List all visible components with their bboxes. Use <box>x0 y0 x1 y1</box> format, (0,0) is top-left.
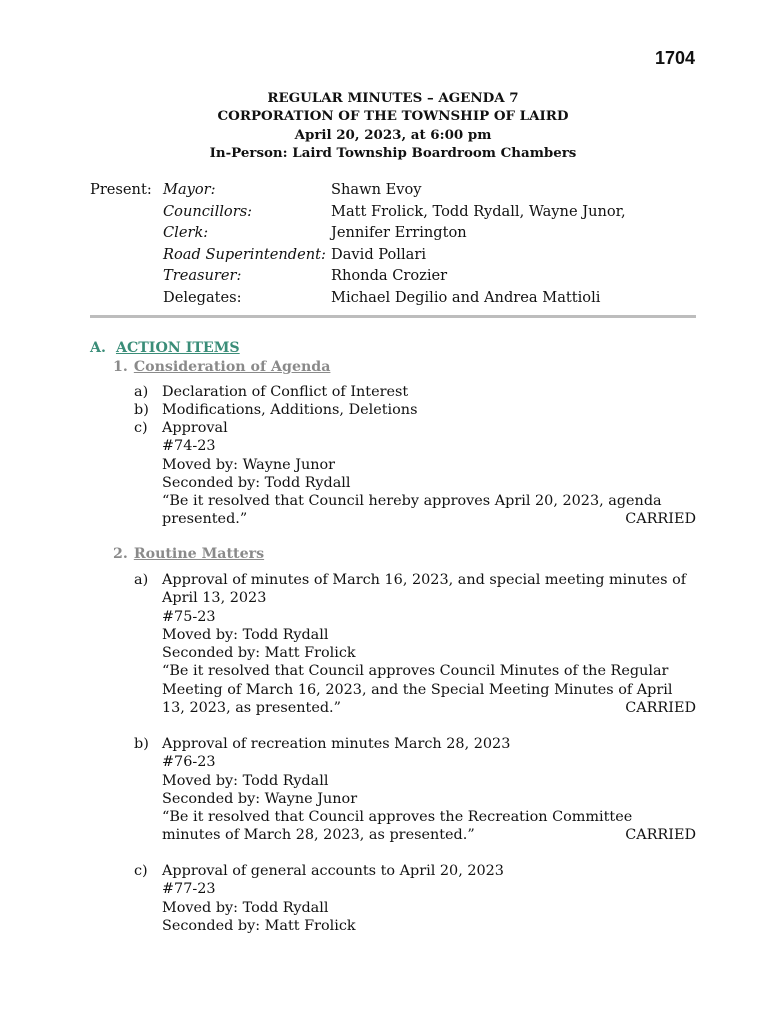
moved-by: Moved by: Todd Rydall <box>162 626 329 643</box>
resolution-text: “Be it resolved that Council approves the Recreation Committee <box>162 809 633 826</box>
motion-number: #77-23 <box>162 881 216 898</box>
attendance-role: Councillors: <box>163 202 253 220</box>
section-marker: A. <box>90 340 106 356</box>
subheading-marker: 2. <box>113 546 128 562</box>
item-marker: c) <box>134 420 148 436</box>
attendance-role: Delegates: <box>163 288 242 306</box>
subheading-routine-matters <box>113 546 264 562</box>
resolution-end: minutes of March 28, 2023, as presented.” <box>162 827 475 844</box>
carried-status: CARRIED <box>625 827 696 844</box>
moved-by: Moved by: Todd Rydall <box>162 772 329 789</box>
item-line: Approval of general accounts to April 20, 2023 <box>162 863 504 879</box>
attendance-role: Road Superintendent: <box>163 245 326 263</box>
item-text: Modifications, Additions, Deletions <box>162 402 418 418</box>
moved-by: Moved by: Todd Rydall <box>162 899 329 916</box>
attendance-name: Rhonda Crozier <box>331 267 448 284</box>
carried-status: CARRIED <box>625 511 696 528</box>
resolution-end: 13, 2023, as presented.” <box>162 700 341 717</box>
motion-number: #76-23 <box>162 754 216 771</box>
header-date: April 20, 2023, at 6:00 pm <box>294 126 492 143</box>
resolution-text <box>162 826 696 844</box>
item-line: Approval <box>162 420 228 436</box>
seconded-by: Seconded by: Matt Frolick <box>162 645 356 662</box>
attendance-name: Jennifer Errington <box>331 224 467 241</box>
item-line: Approval of recreation minutes March 28, 2023 <box>162 736 511 752</box>
subheading-title: Consideration of Agenda <box>133 359 331 375</box>
attendance-role: Treasurer: <box>163 267 242 284</box>
present-label: Present: <box>90 181 152 198</box>
attendance-name: Michael Degilio and Andrea Mattioli <box>331 288 601 306</box>
item-marker: b) <box>134 402 149 418</box>
item-marker: b) <box>134 736 149 752</box>
attendance-role: Mayor: <box>163 181 216 198</box>
document-header <box>90 89 696 162</box>
resolution-text <box>162 510 696 528</box>
agenda-item-modifications <box>134 401 696 419</box>
seconded-by: Seconded by: Wayne Junor <box>162 790 358 807</box>
agenda-item-minutes-approval <box>134 571 696 717</box>
attendance-name: Matt Frolick, Todd Rydall, Wayne Junor, <box>331 202 626 220</box>
carried-status: CARRIED <box>625 700 696 717</box>
section-heading-action-items <box>90 340 240 356</box>
header-organization: CORPORATION OF THE TOWNSHIP OF LAIRD <box>217 108 569 125</box>
header-location: In-Person: Laird Township Boardroom Chambers <box>209 144 577 161</box>
moved-by: Moved by: Wayne Junor <box>162 456 336 473</box>
motion-number: #74-23 <box>162 438 216 455</box>
item-marker: a) <box>134 384 149 400</box>
agenda-item-general-accounts <box>134 862 696 935</box>
agenda-item-conflict-of-interest <box>134 383 696 401</box>
item-text: Declaration of Conflict of Interest <box>162 384 409 400</box>
subheading-marker: 1. <box>113 359 128 375</box>
agenda-item-recreation-minutes <box>134 735 696 845</box>
motion-number: #75-23 <box>162 608 216 625</box>
subheading-title: Routine Matters <box>133 546 265 562</box>
header-title: REGULAR MINUTES – AGENDA 7 <box>267 90 519 106</box>
resolution-text: Meeting of March 16, 2023, and the Special Meeting Minutes of April <box>162 681 673 698</box>
item-line: April 13, 2023 <box>162 590 267 607</box>
item-marker: c) <box>134 863 148 879</box>
item-line: Approval of minutes of March 16, 2023, and special meeting minutes of <box>162 572 687 588</box>
page-number: 1704 <box>654 48 695 68</box>
resolution-text: “Be it resolved that Council approves Council Minutes of the Regular <box>162 663 669 680</box>
item-marker: a) <box>134 572 149 588</box>
resolution-text: “Be it resolved that Council hereby approves April 20, 2023, agenda <box>162 493 662 510</box>
section-title: ACTION ITEMS <box>115 340 240 356</box>
resolution-end: presented.” <box>162 511 248 528</box>
subheading-consideration-of-agenda <box>113 359 330 375</box>
seconded-by: Seconded by: Todd Rydall <box>162 474 351 491</box>
horizontal-divider <box>90 315 696 318</box>
seconded-by: Seconded by: Matt Frolick <box>162 917 356 934</box>
resolution-text <box>162 699 696 717</box>
attendance-name: David Pollari <box>331 245 426 263</box>
attendance-name: Shawn Evoy <box>331 181 422 198</box>
agenda-item-approval <box>134 419 696 529</box>
attendance-role: Clerk: <box>163 224 209 241</box>
